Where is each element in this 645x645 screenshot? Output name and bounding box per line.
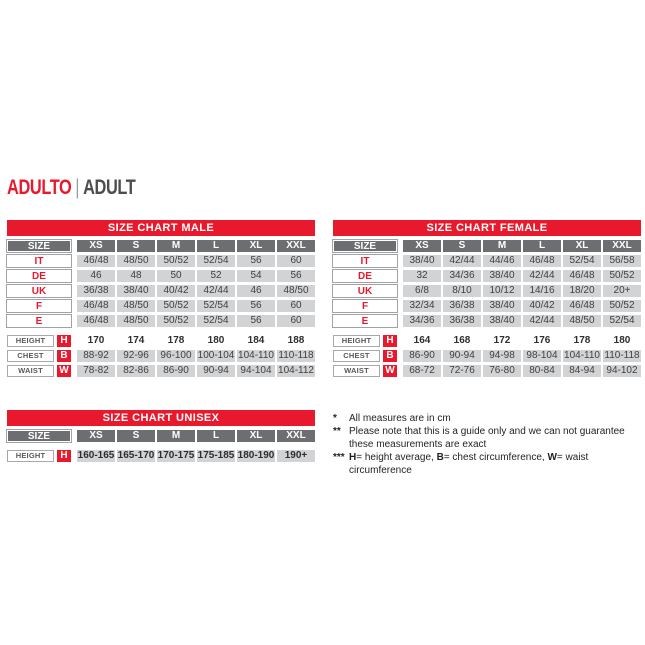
size-row-de <box>7 270 315 282</box>
column-header-cell: L <box>197 430 235 442</box>
value-cell: 94-98 <box>483 350 521 362</box>
value-cell: 100-104 <box>197 350 235 361</box>
value-cell: 110-118 <box>604 350 640 361</box>
value-cell: 52/54 <box>197 315 235 327</box>
measure-label: WAIST <box>333 365 380 377</box>
value-cell: 176 <box>523 335 561 347</box>
value-cell: 84-94 <box>563 365 601 377</box>
value-cell: 94-102 <box>603 365 641 377</box>
value-cell: 94-104 <box>237 365 275 377</box>
table-grid <box>7 240 315 377</box>
size-header-cell <box>7 240 71 252</box>
table-title: SIZE CHART MALE <box>7 220 315 236</box>
measure-label: HEIGHT <box>7 450 54 462</box>
column-header-row <box>7 240 315 252</box>
value-cell: 88-92 <box>77 350 115 362</box>
size-header-label: SIZE <box>333 240 397 252</box>
table-title: SIZE CHART UNISEX <box>7 410 315 426</box>
measure-badge: B <box>383 350 397 362</box>
value-cell: 38/40 <box>483 270 521 282</box>
value-cell: 48/50 <box>117 315 155 327</box>
column-header-cell: S <box>117 240 155 252</box>
value-cell: 178 <box>157 335 195 347</box>
size-row-label: IT <box>333 255 397 267</box>
measure-row-height <box>333 335 641 347</box>
footnote-term: B <box>436 452 444 463</box>
column-headers <box>77 430 315 442</box>
column-header-cell: L <box>523 240 561 252</box>
measure-row-height <box>7 335 315 347</box>
value-cell: 165-170 <box>117 450 155 461</box>
measure-row-values <box>77 335 315 347</box>
footnote-text: All measures are in cm <box>349 413 451 424</box>
value-cell: 48/50 <box>563 315 601 327</box>
column-header-cell: XXL <box>277 240 315 252</box>
value-cell: 54 <box>237 270 275 282</box>
size-row-label: E <box>333 315 397 327</box>
value-cell: 110-118 <box>278 350 314 361</box>
value-cell: 38/40 <box>403 255 441 267</box>
footnote-marker: * <box>333 413 337 424</box>
size-row-values <box>77 285 315 297</box>
footnote-term: W <box>547 452 557 463</box>
value-cell: 180-190 <box>237 450 275 461</box>
value-cell: 52/54 <box>603 315 641 327</box>
value-cell: 38/40 <box>483 300 521 312</box>
size-chart-unisex-table <box>7 410 315 462</box>
size-row-f <box>7 300 315 312</box>
value-cell: 172 <box>483 335 521 347</box>
value-cell: 170-175 <box>157 450 195 461</box>
column-headers <box>403 240 641 252</box>
value-cell: 36/38 <box>443 300 481 312</box>
value-cell: 40/42 <box>157 285 195 297</box>
column-header-cell: S <box>443 240 481 252</box>
measure-label: HEIGHT <box>333 335 380 347</box>
value-cell: 52/54 <box>197 255 235 267</box>
size-chart-male-table <box>7 220 315 377</box>
value-cell: 46/48 <box>77 315 115 327</box>
size-row-label-cell <box>7 285 71 297</box>
value-cell: 48/50 <box>117 255 155 267</box>
measure-row-values <box>77 365 315 377</box>
value-cell: 36/38 <box>443 315 481 327</box>
size-row-it <box>333 255 641 267</box>
measure-label-cell <box>7 350 71 362</box>
value-cell: 178 <box>563 335 601 347</box>
size-row-label-cell <box>7 300 71 312</box>
value-cell: 56 <box>237 255 275 267</box>
value-cell: 46 <box>77 270 115 282</box>
value-cell: 38/40 <box>483 315 521 327</box>
value-cell: 56/58 <box>603 255 641 267</box>
value-cell: 104-110 <box>238 350 274 361</box>
value-cell: 34/36 <box>403 315 441 327</box>
size-row-values <box>77 300 315 312</box>
column-header-cell: XS <box>77 240 115 252</box>
value-cell: 52/54 <box>197 300 235 312</box>
measure-row-values <box>77 350 315 362</box>
size-row-label-cell <box>333 285 397 297</box>
value-cell: 48 <box>117 270 155 282</box>
size-row-label: F <box>333 300 397 312</box>
value-cell: 104-110 <box>564 350 600 361</box>
footnote-term: H <box>349 452 357 463</box>
value-cell: 50/52 <box>603 270 641 282</box>
value-cell: 52/54 <box>563 255 601 267</box>
size-row-uk <box>333 285 641 297</box>
value-cell: 50/52 <box>157 300 195 312</box>
value-cell: 180 <box>197 335 235 347</box>
measure-badge: B <box>57 350 71 362</box>
measure-row-chest <box>333 350 641 362</box>
value-cell: 10/12 <box>483 285 521 297</box>
measure-label: WAIST <box>7 365 54 377</box>
measure-row-waist <box>7 365 315 377</box>
measure-row-waist <box>333 365 641 377</box>
value-cell: 46/48 <box>77 300 115 312</box>
measure-row-values <box>403 335 641 347</box>
table-title: SIZE CHART FEMALE <box>333 220 641 236</box>
value-cell: 160-165 <box>77 450 115 461</box>
size-row-e <box>7 315 315 327</box>
value-cell: 46 <box>237 285 275 297</box>
value-cell: 14/16 <box>523 285 561 297</box>
value-cell: 86-90 <box>157 365 195 377</box>
value-cell: 190+ <box>277 450 315 462</box>
value-cell: 175-185 <box>197 450 235 461</box>
value-cell: 80-84 <box>523 365 561 377</box>
measure-label-cell <box>333 350 397 362</box>
value-cell: 50/52 <box>157 315 195 327</box>
value-cell: 20+ <box>603 285 641 297</box>
column-header-cell: XXL <box>603 240 641 252</box>
value-cell: 92-96 <box>117 350 155 362</box>
value-cell: 48/50 <box>277 285 315 297</box>
value-cell: 188 <box>277 335 315 347</box>
measure-label-cell <box>7 450 71 462</box>
value-cell: 42/44 <box>523 270 561 282</box>
column-header-cell: M <box>157 240 195 252</box>
column-header-cell: M <box>157 430 195 442</box>
size-row-uk <box>7 285 315 297</box>
value-cell: 40/42 <box>523 300 561 312</box>
value-cell: 6/8 <box>403 285 441 297</box>
size-row-values <box>403 255 641 267</box>
measure-label: CHEST <box>7 350 54 362</box>
value-cell: 50/52 <box>603 300 641 312</box>
value-cell: 98-104 <box>523 350 561 362</box>
size-row-label-cell <box>7 270 71 282</box>
value-cell: 90-94 <box>197 365 235 377</box>
measure-badge: W <box>383 365 397 377</box>
size-row-values <box>77 255 315 267</box>
measure-label: CHEST <box>333 350 380 362</box>
column-header-cell: M <box>483 240 521 252</box>
value-cell: 82-86 <box>117 365 155 377</box>
measure-row-values <box>403 365 641 377</box>
footnote-text <box>349 451 645 477</box>
size-row-label: DE <box>333 270 397 282</box>
column-headers <box>77 240 315 252</box>
value-cell: 46/48 <box>523 255 561 267</box>
value-cell: 180 <box>603 335 641 347</box>
size-header-label: SIZE <box>7 430 71 442</box>
size-chart-female-table <box>333 220 641 377</box>
size-row-label: IT <box>7 255 71 267</box>
column-header-cell: XS <box>403 240 441 252</box>
value-cell: 60 <box>277 255 315 267</box>
footnote-segment: = chest circumference, <box>443 452 548 463</box>
value-cell: 168 <box>443 335 481 347</box>
footnotes <box>333 412 645 477</box>
value-cell: 42/44 <box>443 255 481 267</box>
measure-badge: H <box>57 450 71 462</box>
value-cell: 60 <box>277 300 315 312</box>
table-grid <box>7 430 315 462</box>
size-row-values <box>77 315 315 327</box>
footnote-marker: ** <box>333 426 341 437</box>
column-header-cell: XL <box>237 240 275 252</box>
size-row-label-cell <box>333 300 397 312</box>
value-cell: 32 <box>403 270 441 282</box>
value-cell: 48/50 <box>117 300 155 312</box>
size-row-f <box>333 300 641 312</box>
value-cell: 90-94 <box>443 350 481 362</box>
size-row-label-cell <box>7 315 71 327</box>
value-cell: 46/48 <box>77 255 115 267</box>
measure-label-cell <box>7 365 71 377</box>
measure-badge: W <box>57 365 71 377</box>
column-header-cell: S <box>117 430 155 442</box>
column-header-cell: XS <box>77 430 115 442</box>
size-row-label: UK <box>333 285 397 297</box>
footnote-marker: *** <box>333 452 345 463</box>
footnote-2 <box>333 425 645 451</box>
column-header-cell: XL <box>237 430 275 442</box>
measure-label-cell <box>333 335 397 347</box>
footnote-1 <box>333 412 645 425</box>
size-row-e <box>333 315 641 327</box>
size-header-cell <box>7 430 71 442</box>
value-cell: 56 <box>277 270 315 282</box>
size-row-label: UK <box>7 285 71 297</box>
page-title-primary: ADULTO <box>7 176 72 199</box>
value-cell: 42/44 <box>197 285 235 297</box>
size-header-label: SIZE <box>7 240 71 252</box>
value-cell: 32/34 <box>403 300 441 312</box>
column-header-cell: XL <box>563 240 601 252</box>
measure-row-values <box>403 350 641 362</box>
size-row-label: DE <box>7 270 71 282</box>
size-row-label-cell <box>7 255 71 267</box>
value-cell: 72-76 <box>443 365 481 377</box>
value-cell: 52 <box>197 270 235 282</box>
measure-badge: H <box>57 335 71 347</box>
value-cell: 56 <box>237 315 275 327</box>
footnote-segment: = height average, <box>356 452 437 463</box>
size-row-label-cell <box>333 270 397 282</box>
size-row-values <box>403 270 641 282</box>
value-cell: 38/40 <box>117 285 155 297</box>
value-cell: 42/44 <box>523 315 561 327</box>
column-header-row <box>333 240 641 252</box>
column-header-cell: L <box>197 240 235 252</box>
value-cell: 96-100 <box>157 350 195 362</box>
value-cell: 8/10 <box>443 285 481 297</box>
footnote-3 <box>333 451 645 477</box>
measure-label-cell <box>333 365 397 377</box>
size-row-it <box>7 255 315 267</box>
measure-label: HEIGHT <box>7 335 54 347</box>
size-row-values <box>403 315 641 327</box>
footnote-segment: = waist circumference <box>349 452 589 476</box>
size-row-values <box>403 285 641 297</box>
value-cell: 46/48 <box>563 270 601 282</box>
value-cell: 104-112 <box>278 365 314 376</box>
measure-row-chest <box>7 350 315 362</box>
value-cell: 86-90 <box>403 350 441 362</box>
measure-badge: H <box>383 335 397 347</box>
value-cell: 76-80 <box>483 365 521 377</box>
value-cell: 170 <box>77 335 115 347</box>
value-cell: 50/52 <box>157 255 195 267</box>
value-cell: 184 <box>237 335 275 347</box>
size-row-label-cell <box>333 315 397 327</box>
footnote-text: Please note that this is a guide only and we can not guarantee these measurements are exact <box>349 426 625 450</box>
column-header-cell: XXL <box>277 430 315 442</box>
page-title-separator: | <box>75 176 80 199</box>
value-cell: 18/20 <box>563 285 601 297</box>
size-row-label-cell <box>333 255 397 267</box>
value-cell: 34/36 <box>443 270 481 282</box>
measure-row-height <box>7 450 315 462</box>
value-cell: 44/46 <box>483 255 521 267</box>
measure-row-values <box>77 450 315 462</box>
value-cell: 68-72 <box>403 365 441 377</box>
value-cell: 56 <box>237 300 275 312</box>
value-cell: 78-82 <box>77 365 115 377</box>
size-row-values <box>403 300 641 312</box>
value-cell: 164 <box>403 335 441 347</box>
page-title-secondary: ADULT <box>83 176 136 199</box>
column-header-row <box>7 430 315 442</box>
size-row-de <box>333 270 641 282</box>
size-header-cell <box>333 240 397 252</box>
size-row-label: F <box>7 300 71 312</box>
table-grid <box>333 240 641 377</box>
size-row-label: E <box>7 315 71 327</box>
value-cell: 46/48 <box>563 300 601 312</box>
measure-label-cell <box>7 335 71 347</box>
value-cell: 174 <box>117 335 155 347</box>
size-row-values <box>77 270 315 282</box>
value-cell: 36/38 <box>77 285 115 297</box>
page-title <box>7 176 135 200</box>
value-cell: 60 <box>277 315 315 327</box>
value-cell: 50 <box>157 270 195 282</box>
